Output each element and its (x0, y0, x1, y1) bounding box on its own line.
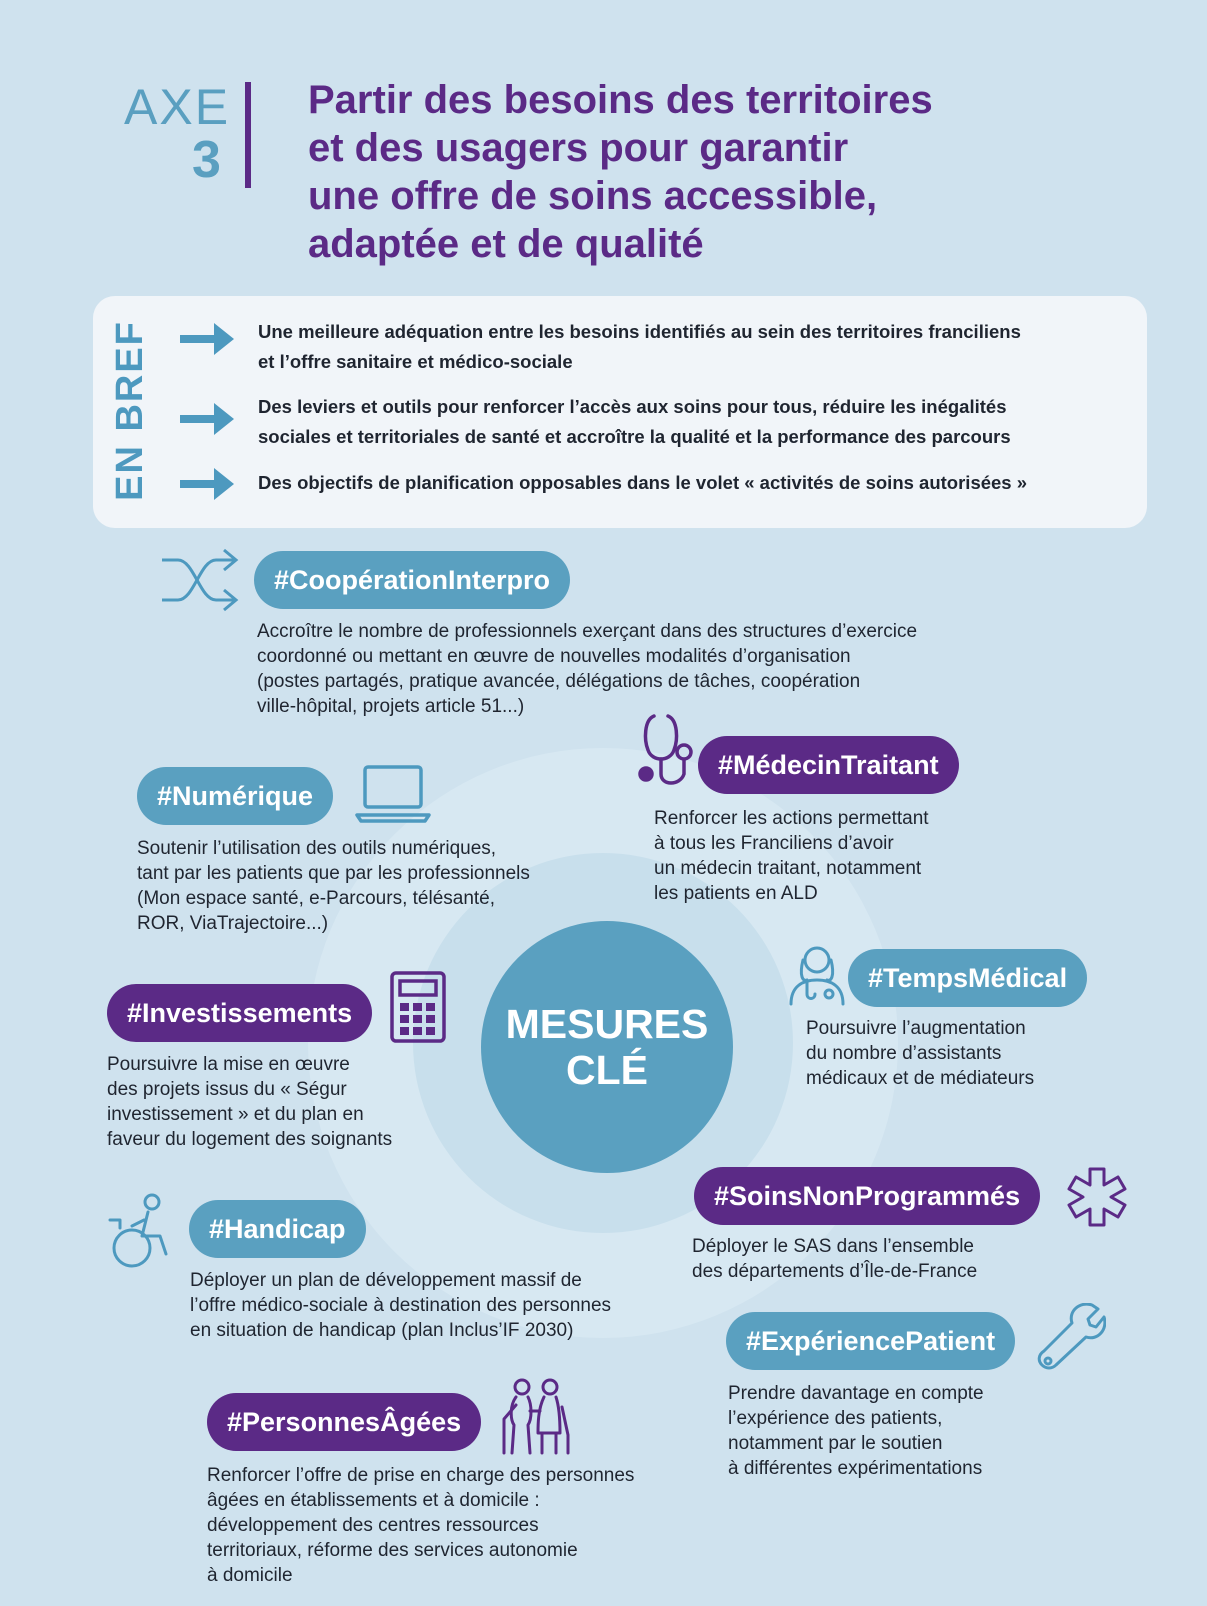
en-bref-item: Des leviers et outils pour renforcer l’accès aux soins pour tous, réduire les inégalités sociales et territoriales de santé et accroître la qualité et la performance des parcours (258, 396, 1011, 447)
tag-investissements: #Investissements (107, 984, 372, 1042)
experience-description: Prendre davantage en compte l’expérience des patients, notamment par le soutien à différentes expérimentations (728, 1383, 984, 1479)
tag-personnes-agees: #PersonnesÂgées (207, 1393, 481, 1451)
tag-temps-medical: #TempsMédical (848, 949, 1087, 1007)
handicap-description: Déployer un plan de développement massif de l’offre médico-sociale à destination des personnes en situation de handicap (plan Inclus’IF 2030) (190, 1270, 612, 1341)
numerique-description: Soutenir l’utilisation des outils numériques, tant par les patients que par les professionnels (Mon espace santé, e-Parcours, télésanté, ROR, ViaTrajectoire...) (137, 838, 530, 934)
doctor-icon (785, 940, 849, 1006)
stethoscope-icon (636, 712, 706, 794)
arrow-right-icon (178, 320, 236, 358)
wrench-icon (1036, 1303, 1106, 1373)
laptop-icon (355, 763, 431, 823)
arrow-right-icon (178, 400, 236, 438)
shuffle-arrows-icon (160, 548, 240, 612)
en-bref-item: Une meilleure adéquation entre les besoins identifiés au sein des territoires franciliens et l’offre sanitaire et médico-sociale (258, 321, 1021, 372)
header-divider (245, 82, 251, 188)
page-title: Partir des besoins des territoires et des usagers pour garantir une offre de soins accessible, adaptée et de qualité (308, 78, 933, 266)
tag-medecin-traitant: #MédecinTraitant (698, 736, 959, 794)
elderly-couple-icon (494, 1375, 576, 1455)
soins-description: Déployer le SAS dans l’ensemble des départements d’Île-de-France (692, 1236, 978, 1282)
calculator-icon (389, 970, 447, 1044)
tag-soins-non-programmes: #SoinsNonProgrammés (694, 1167, 1040, 1225)
axe-number: 3 (192, 131, 221, 189)
agees-description: Renforcer l’offre de prise en charge des personnes âgées en établissements et à domicile : développement des centres ressources territoriaux, réforme des services autonomie à domicile (207, 1465, 635, 1586)
tag-cooperation-interpro: #CoopérationInterpro (254, 551, 570, 609)
arrow-right-icon (178, 465, 236, 503)
medecin-description: Renforcer les actions permettant à tous les Franciliens d’avoir un médecin traitant, notamment les patients en ALD (654, 808, 929, 904)
medical-star-icon (1064, 1164, 1130, 1230)
temps-description: Poursuivre l’augmentation du nombre d’assistants médicaux et de médiateurs (806, 1018, 1035, 1089)
mesures-cle-circle: MESURES CLÉ (481, 921, 733, 1173)
cooperation-description: Accroître le nombre de professionnels exerçant dans des structures d’exercice coordonné ou mettant en œuvre de nouvelles modalités d’organisation (postes partagés, pratique avancée, délégations de tâches, coopération ville-hôpital, projets article 51...) (257, 621, 918, 717)
en-bref-label: EN BREF (108, 319, 151, 501)
investissements-description: Poursuivre la mise en œuvre des projets issus du « Ségur investissement » et du plan en faveur du logement des soignants (107, 1054, 393, 1150)
tag-numerique: #Numérique (137, 767, 333, 825)
en-bref-item: Des objectifs de planification opposables dans le volet « activités de soins autorisées » (258, 472, 1028, 493)
tag-experience-patient: #ExpériencePatient (726, 1312, 1015, 1370)
tag-handicap: #Handicap (189, 1200, 366, 1258)
wheelchair-icon (106, 1192, 178, 1270)
axe-label: AXE (124, 79, 231, 135)
